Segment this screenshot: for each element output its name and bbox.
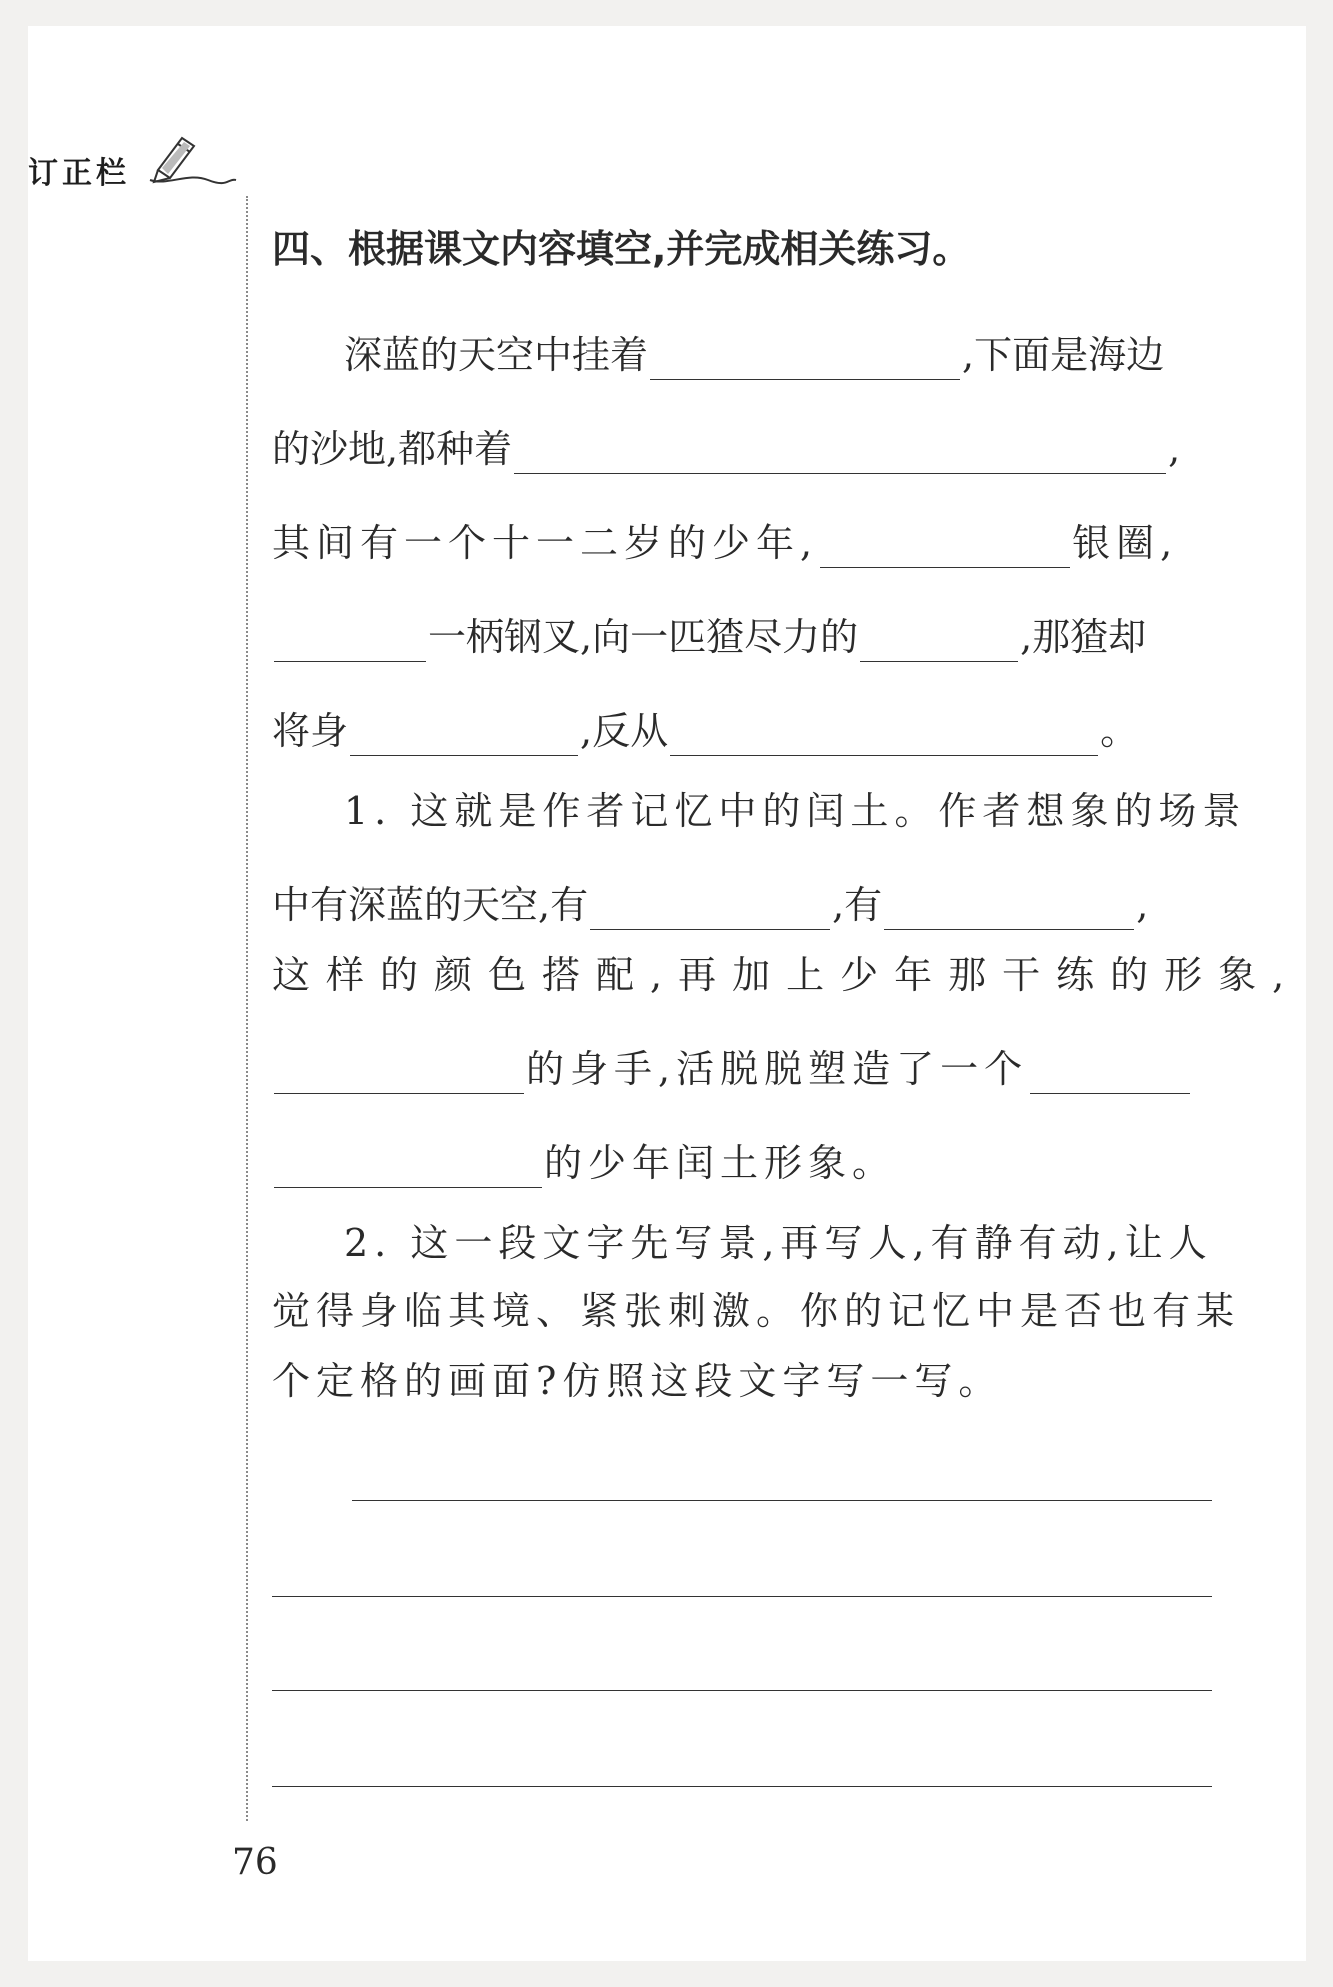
passage-text: ,: [1168, 427, 1181, 471]
passage-text: 的沙地,都种着: [272, 427, 513, 471]
q2-line-1: [272, 1218, 1212, 1268]
q1-line-2: [272, 880, 1212, 930]
fill-blank[interactable]: [514, 433, 1166, 474]
passage-text: ,反从: [580, 709, 669, 753]
fill-blank[interactable]: [860, 621, 1018, 662]
q1-line-5: [272, 1138, 1212, 1188]
passage-text: 银圈,: [1072, 521, 1179, 565]
question-text: 的少年闰土形象。: [544, 1141, 897, 1185]
passage-text: 深蓝的天空中挂着: [344, 333, 649, 377]
margin-divider: [246, 196, 248, 1821]
q1-line-1: [272, 786, 1247, 836]
fill-blank[interactable]: [884, 889, 1134, 930]
question-text: ,有: [832, 883, 883, 927]
pencil-icon: [148, 128, 238, 188]
passage-text: 。: [1100, 709, 1139, 753]
q2-line-2: [272, 1286, 1241, 1336]
writing-line[interactable]: [352, 1500, 1212, 1501]
page-number: 76: [232, 1842, 278, 1883]
question-text: 1. 这就是作者记忆中的闰土。作者想象的场景: [344, 789, 1247, 833]
passage-text: 一柄钢叉,向一匹猹尽力的: [428, 615, 859, 659]
fill-blank[interactable]: [1030, 1053, 1190, 1094]
question-text: 这样的颜色搭配,再加上少年那干练的形象,: [272, 953, 1301, 997]
passage-line-4: [272, 612, 1212, 662]
q1-line-3: [272, 950, 1301, 1000]
question-text: 的身手,活脱脱塑造了一个: [526, 1047, 1029, 1091]
writing-line[interactable]: [272, 1690, 1212, 1691]
passage-line-2: [272, 424, 1212, 474]
writing-line[interactable]: [272, 1596, 1212, 1597]
q1-line-4: [272, 1044, 1212, 1094]
question-text: ,: [1136, 883, 1149, 927]
fill-blank[interactable]: [274, 1147, 542, 1188]
fill-blank[interactable]: [650, 339, 960, 380]
passage-text: 将身: [272, 709, 349, 753]
fill-blank[interactable]: [590, 889, 830, 930]
writing-line[interactable]: [272, 1786, 1212, 1787]
question-text: 2. 这一段文字先写景,再写人,有静有动,让人: [344, 1221, 1213, 1265]
section-title: 四、根据课文内容填空,并完成相关练习。: [272, 227, 971, 271]
fill-blank[interactable]: [820, 527, 1070, 568]
q2-line-3: [272, 1356, 1212, 1406]
fill-blank[interactable]: [670, 715, 1098, 756]
question-text: 中有深蓝的天空,有: [272, 883, 589, 927]
correction-column-label: 订正栏: [28, 156, 130, 191]
fill-blank[interactable]: [274, 1053, 524, 1094]
question-text: 觉得身临其境、紧张刺激。你的记忆中是否也有某: [272, 1289, 1241, 1333]
passage-text: 其间有一个十一二岁的少年,: [272, 521, 819, 565]
fill-blank[interactable]: [350, 715, 578, 756]
passage-line-1: [272, 330, 1212, 380]
fill-blank[interactable]: [274, 621, 426, 662]
passage-text: ,下面是海边: [962, 333, 1165, 377]
question-text: 个定格的画面?仿照这段文字写一写。: [272, 1359, 1003, 1403]
passage-text: ,那猹却: [1020, 615, 1147, 659]
passage-line-5: [272, 706, 1212, 756]
passage-line-3: [272, 518, 1212, 568]
